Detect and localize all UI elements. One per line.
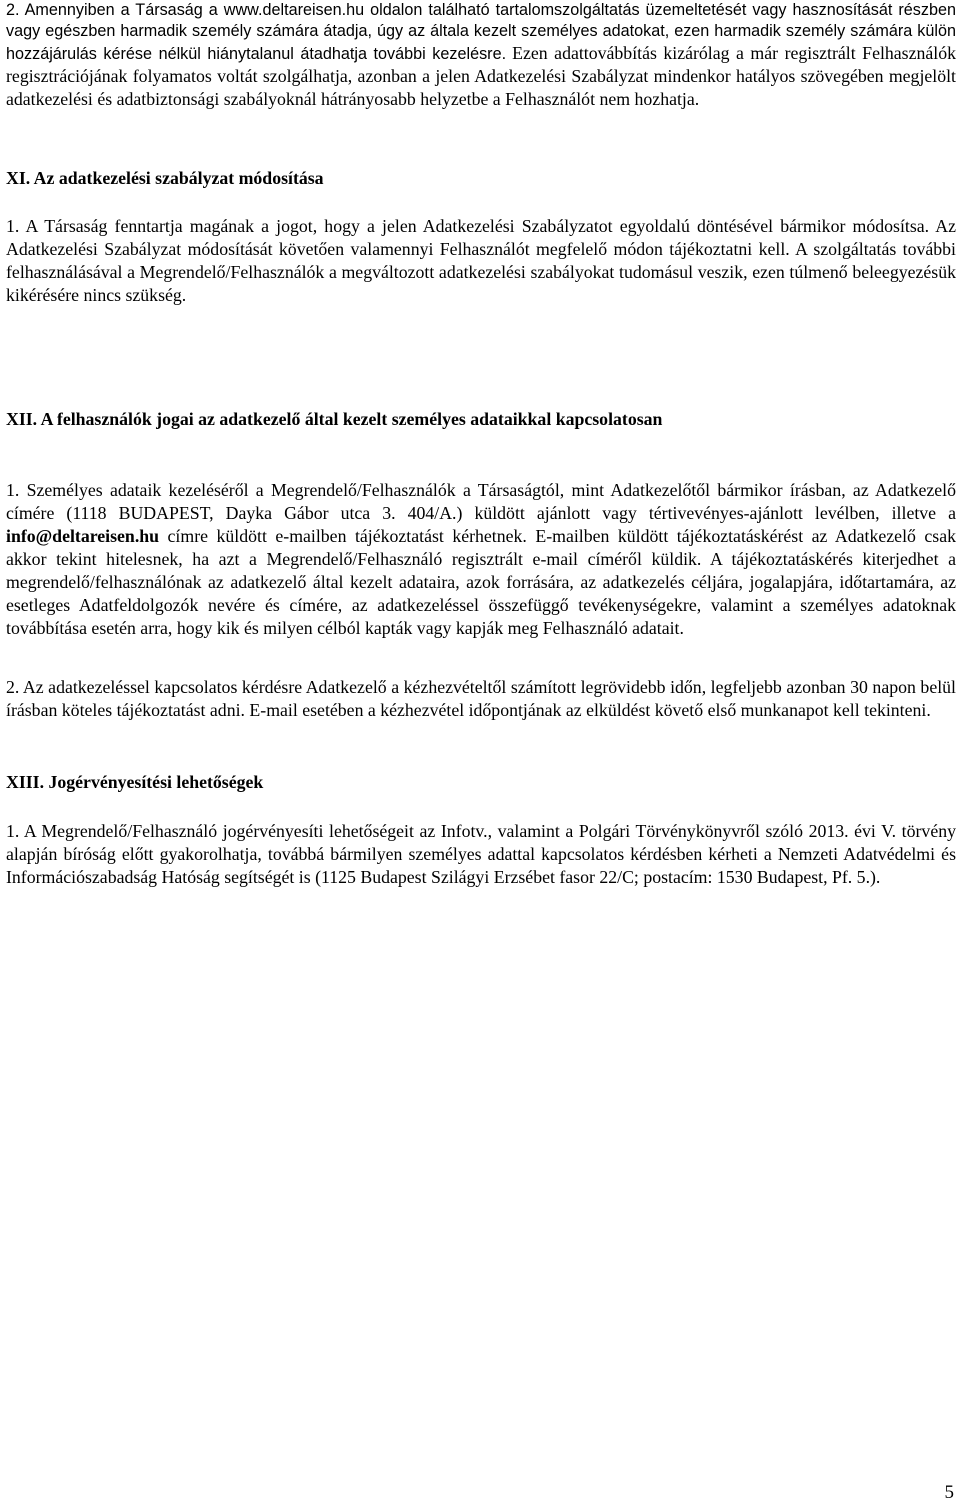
section-xii-paragraph-1-text-b: címre küldött e-mailben tájékoztatást kérhetnek. E-mailben küldött tájékoztatáskérést az Adatkezelő csak akkor tekint hitelesnek, ha azt a Megrendelő/Felhasználó regisztrált e-mail címéről küldik. A tájékoztatáskérés kiterjedhet a megrendelő/felhasználónak az adatkezelő által kezelt adataira, azok forrására, az adatkezelés céljára, jogalapjára, időtartamára, az esetleges Adatfeldolgozók nevére és címére, az adatkezeléssel összefüggő tevékenységekre, valamint a személyes adatoknak továbbítása esetén arra, hogy kik és milyen célból kapták vagy kapják meg Felhasználó adatait. (6, 526, 956, 638)
email-address-link[interactable]: info@deltareisen.hu (6, 526, 160, 546)
section-xi-paragraph-1: 1. A Társaság fenntartja magának a jogot, hogy a jelen Adatkezelési Szabályzatot egyoldalú döntésével bármikor módosítsa. Az Adatkezelési Szabályzat módosítását követően valamennyi Felhasználót megfelelő módon tájékoztatni kell. A szolgáltatás további felhasználásával a Megrendelő/Felhasználók a megváltozott adatkezelési szabályokat tudomásul veszik, ezen túlmenő beleegyezésük kikérésére nincs szükség. (6, 216, 956, 305)
page-number: 5 (944, 1482, 954, 1503)
section-xi-heading: XI. Az adatkezelési szabályzat módosítása (6, 168, 324, 188)
section-xii-paragraph-1-text-a: 1. Személyes adataik kezeléséről a Megrendelő/Felhasználók a Társaságtól, mint Adatkezelőtől bármikor írásban, az Adatkezelő címére (1118 BUDAPEST, Dayka Gábor utca 3. 404/A.) küldött ajánlott vagy tértivevényes-ajánlott levélben, illetve a (6, 480, 956, 523)
paragraph-data-transfer-sans-part: 2. Amennyiben a Társaság a www.deltareisen.hu oldalon található tartalomszolgáltatás üzemeltetését vagy hasznosítását részben vagy egészben harmadik személy számára átadja, úgy az általa kezelt személyes adatokat, ezen harmadik személy számára külön hozzájárulás kérése nélkül hiánytalanul átadhatja további kezelésre. (6, 1, 956, 63)
section-xiii-heading: XIII. Jogérvényesítési lehetőségek (6, 772, 264, 792)
paragraph-data-transfer-serif-part: Ezen adattovábbítás kizárólag a már regisztrált Felhasználók regisztrációjának folyamatos voltát szolgálhatja, azonban a jelen Adatkezelési Szabályzat mindenkor hatályos szövegében megjelölt adatkezelési és adatbiztonsági szabályoknál hátrányosabb helyzetbe a Felhasználót nem hozhatja. (6, 43, 956, 109)
section-xii-paragraph-2: 2. Az adatkezeléssel kapcsolatos kérdésre Adatkezelő a kézhezvételtől számított legrövidebb időn, legfeljebb azonban 30 napon belül írásban köteles tájékoztatást adni. E-mail esetében a kézhezvétel időpontjának az elküldést követő első munkanapot kell tekinteni. (6, 677, 956, 720)
section-xii-paragraph-1 (6, 479, 956, 640)
paragraph-data-transfer (6, 0, 956, 111)
section-xii-heading: XII. A felhasználók jogai az adatkezelő által kezelt személyes adataikkal kapcsolatosan (6, 409, 663, 429)
section-xiii-paragraph-1: 1. A Megrendelő/Felhasználó jogérvényesíti lehetőségeit az Infotv., valamint a Polgári Törvénykönyvről szóló 2013. évi V. törvény alapján bíróság előtt gyakorolhatja, továbbá bármilyen személyes adattal kapcsolatos kérdésben kérheti a Nemzeti Adatvédelmi és Információszabadság Hatóság segítségét is (1125 Budapest Szilágyi Erzsébet fasor 22/C; postacím: 1530 Budapest, Pf. 5.). (6, 821, 956, 887)
